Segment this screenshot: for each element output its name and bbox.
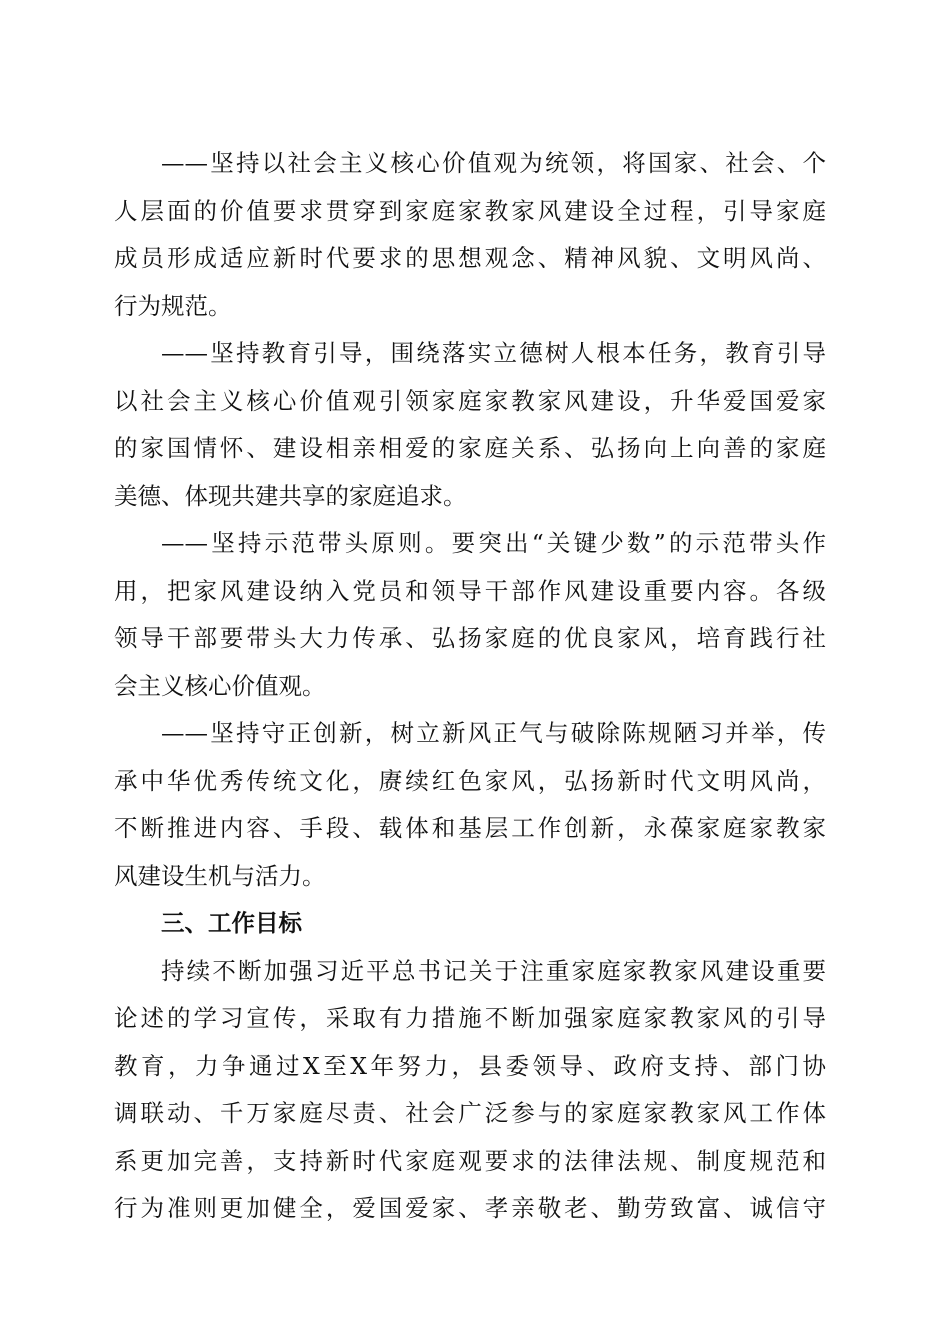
text-line: 以社会主义核心价值观引领家庭家教家风建设，升华爱国爱家 xyxy=(114,386,826,415)
goal-paragraph xyxy=(114,948,826,1233)
principle-paragraph-2 xyxy=(114,330,826,520)
text-line: 会主义核心价值观。 xyxy=(114,671,326,700)
text-line: ——坚持以社会主义核心价值观为统领，将国家、社会、个 xyxy=(161,149,826,177)
text-line: 承中华优秀传统文化，赓续红色家风，弘扬新时代文明风尚， xyxy=(114,766,826,795)
text-line: 美德、体现共建共享的家庭追求。 xyxy=(114,481,467,510)
text-line: ——坚持守正创新，树立新风正气与破除陈规陋习并举，传 xyxy=(161,719,826,747)
principle-paragraph-3 xyxy=(114,520,826,710)
text-line: 调联动、千万家庭尽责、社会广泛参与的家庭家教家风工作体 xyxy=(114,1099,826,1127)
text-line: 行为准则更加健全，爱国爱家、孝亲敬老、勤劳致富、诚信守 xyxy=(114,1194,826,1222)
text-line: 成员形成适应新时代要求的思想观念、精神风貌、文明风尚、 xyxy=(114,244,826,272)
principle-paragraph-4 xyxy=(114,710,826,900)
text-line: ——坚持教育引导，围绕落实立德树人根本任务，教育引导 xyxy=(161,339,826,367)
text-line: 论述的学习宣传，采取有力措施不断加强家庭家教家风的引导 xyxy=(114,1004,826,1032)
principle-paragraph-1 xyxy=(114,140,826,330)
text-line: 不断推进内容、手段、载体和基层工作创新，永葆家庭家教家 xyxy=(114,814,826,842)
text-line: 用，把家风建设纳入党员和领导干部作风建设重要内容。各级 xyxy=(114,576,826,605)
section-heading: 三、工作目标 xyxy=(161,909,302,937)
text-line: 教育，力争通过X至X年努力，县委领导、政府支持、部门协 xyxy=(114,1051,826,1080)
text-line: 人层面的价值要求贯穿到家庭家教家风建设全过程，引导家庭 xyxy=(114,196,826,225)
text-line: 系更加完善，支持新时代家庭观要求的法律法规、制度规范和 xyxy=(114,1146,826,1175)
text-line: ——坚持示范带头原则。要突出“关键少数”的示范带头作 xyxy=(161,529,826,557)
text-line: 领导干部要带头大力传承、弘扬家庭的优良家风，培育践行社 xyxy=(114,624,826,652)
text-line: 的家国情怀、建设相亲相爱的家庭关系、弘扬向上向善的家庭 xyxy=(114,434,826,462)
text-line: 持续不断加强习近平总书记关于注重家庭家教家风建设重要 xyxy=(161,956,826,985)
document-body xyxy=(114,140,826,1233)
text-line: 行为规范。 xyxy=(114,291,232,320)
text-line: 风建设生机与活力。 xyxy=(114,861,326,890)
